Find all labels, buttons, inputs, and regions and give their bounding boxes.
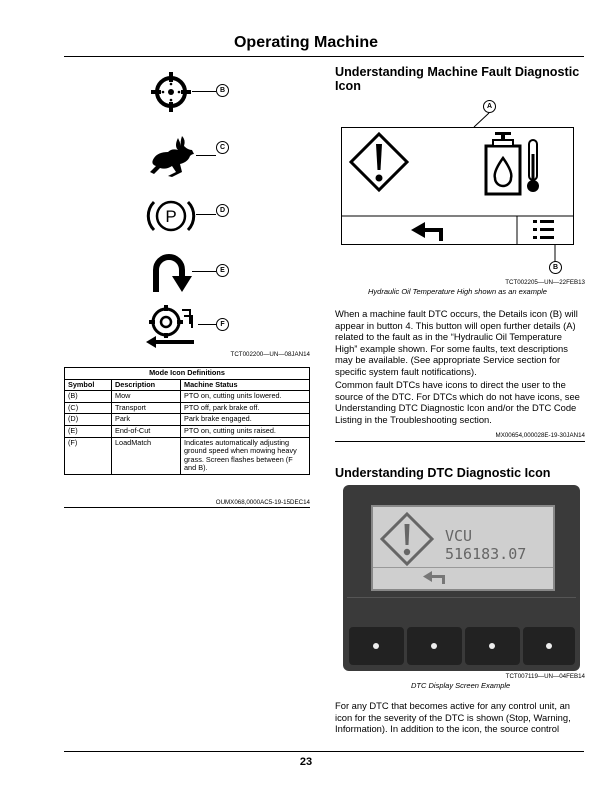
rabbit-icon — [148, 136, 196, 178]
table-cell: Indicates automatically adjusting ground speed when mowing heavy grass. Screen flashes between (F and B). — [181, 437, 310, 474]
paragraph: Common fault DTCs have icons to direct the user to the source of the DTC. For DTCs which do not have icons, see Understanding DTC Diagnostic Icon and/or the DTC Code Listing in the Troubleshooting section. — [335, 379, 580, 425]
section-heading: Understanding DTC Diagnostic Icon — [335, 466, 551, 480]
table-cell: LoadMatch — [112, 437, 181, 474]
callout-leader — [196, 155, 216, 156]
page-title: Operating Machine — [233, 34, 379, 51]
callout-d: D — [216, 204, 229, 217]
callout-c: C — [216, 141, 229, 154]
table-cell: (F) — [65, 437, 112, 474]
section-heading: Understanding Machine Fault Diagnostic Icon — [335, 65, 580, 93]
doc-code: OUMX068,0000AC5-19-15DEC14 — [215, 499, 310, 506]
figure-caption: TCT002205—UN—22FEB13 — [505, 279, 585, 286]
callout-leader — [198, 324, 216, 325]
table-row — [65, 402, 310, 414]
page-number: 23 — [299, 756, 313, 768]
footer-rule — [64, 751, 584, 752]
callout-leader — [192, 91, 216, 92]
warning-icon — [379, 511, 435, 567]
table-cell: (B) — [65, 391, 112, 403]
back-arrow-icon — [421, 571, 461, 585]
soft-key-4[interactable] — [523, 627, 575, 665]
crosshair-icon — [150, 70, 192, 114]
section-rule — [335, 441, 585, 442]
callout-leader — [192, 271, 216, 272]
callout-a: A — [483, 100, 496, 113]
bezel-line — [347, 597, 576, 598]
table-row — [65, 414, 310, 426]
mode-icons-figure — [140, 66, 250, 352]
loadmatch-icon — [144, 302, 198, 350]
soft-key-3[interactable] — [465, 627, 520, 665]
svg-text:P: P — [165, 207, 177, 226]
table-cell: Transport — [112, 402, 181, 414]
figure-caption: TCT007119—UN—04FEB14 — [505, 673, 585, 680]
table-row — [65, 391, 310, 403]
column-header: Machine Status — [181, 379, 310, 391]
table-cell: PTO on, cutting units raised. — [181, 425, 310, 437]
paragraph: When a machine fault DTC occurs, the Details icon (B) will appear in button 4. This button will open further details (A) related to the fault as in the “Hydraulic Oil Temperature High” example shown. For some faults, text descriptions may be available. (See appropriate Service section for specific system fault notifications). — [335, 308, 578, 377]
table-cell: Mow — [112, 391, 181, 403]
callout-leader — [196, 214, 216, 215]
table-cell: PTO on, cutting units lowered. — [181, 391, 310, 403]
parking-brake-icon — [146, 196, 196, 236]
table-cell: Park brake engaged. — [181, 414, 310, 426]
table-cell: PTO off, park brake off. — [181, 402, 310, 414]
callout-f: F — [216, 318, 229, 331]
dtc-display-photo — [343, 485, 580, 671]
callout-b: B — [549, 261, 562, 274]
fault-diagnostic-figure — [341, 100, 585, 280]
mode-icon-table — [64, 367, 310, 475]
table-cell: (E) — [65, 425, 112, 437]
table-cell: (D) — [65, 414, 112, 426]
soft-key-1[interactable] — [349, 627, 404, 665]
column-header: Symbol — [65, 379, 112, 391]
column-header: Description — [112, 379, 181, 391]
table-caption: Mode Icon Definitions — [65, 368, 310, 380]
callout-e: E — [216, 264, 229, 277]
lcd-screen — [371, 505, 555, 591]
callout-b: B — [216, 84, 229, 97]
table-cell: (C) — [65, 402, 112, 414]
figure-caption: TCT002200—UN—08JAN14 — [230, 351, 310, 358]
table-row — [65, 437, 310, 474]
dtc-code: VCU 516183.07 — [445, 527, 527, 563]
soft-key-2[interactable] — [407, 627, 462, 665]
figure-title: DTC Display Screen Example — [411, 681, 511, 690]
fault-screen-drawing — [341, 100, 585, 280]
paragraph: For any DTC that becomes active for any control unit, an icon for the severity of the DTC is shown (Stop, Warning, Information). In addition to the icon, the source control — [335, 700, 571, 735]
section-rule — [64, 507, 310, 508]
doc-code: MX00654,000028E-19-30JAN14 — [495, 432, 585, 439]
table-cell: Park — [112, 414, 181, 426]
u-turn-arrow-icon — [148, 252, 192, 296]
table-row — [65, 425, 310, 437]
table-cell: End-of-Cut — [112, 425, 181, 437]
lcd-divider — [373, 567, 553, 568]
figure-title: Hydraulic Oil Temperature High shown as an example — [368, 287, 547, 296]
title-rule — [64, 56, 584, 57]
